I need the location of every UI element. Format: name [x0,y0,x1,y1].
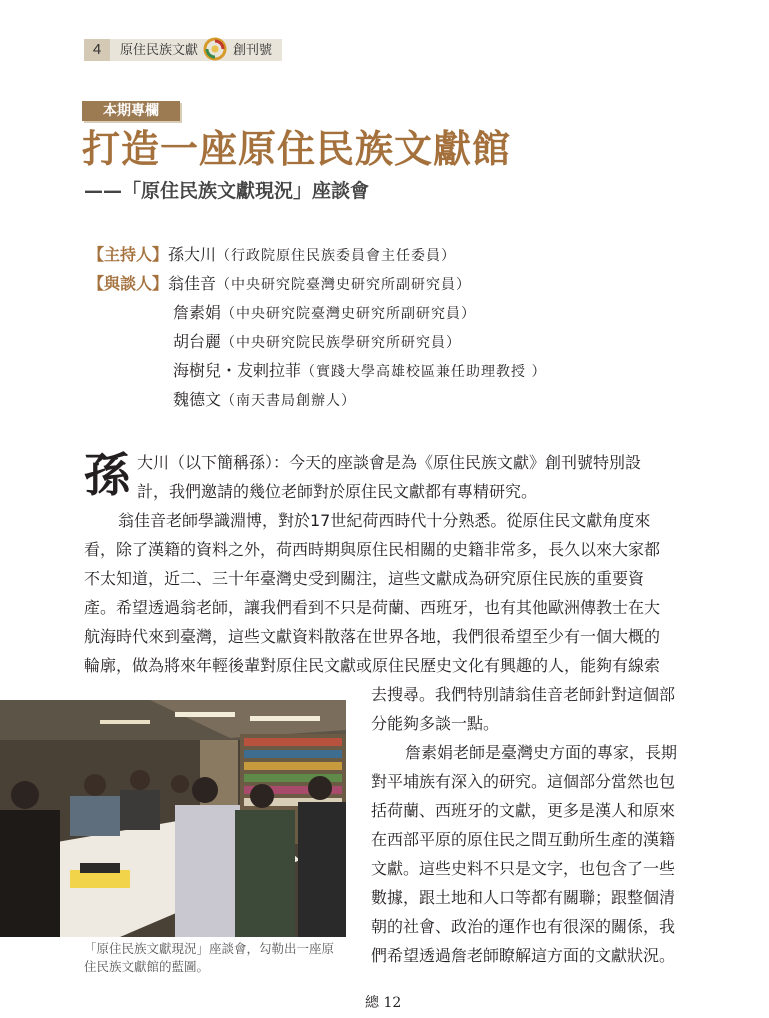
journal-logo-icon [203,37,227,61]
body-line: 朝的社會、政治的運作也有很深的關係，我 [371,917,676,936]
participant-row [173,331,461,354]
participant-row [88,273,471,296]
body-line: 詹素娟老師是臺灣史方面的專家，長期 [405,743,678,762]
participant-role: 【與談人】 [88,274,169,293]
body-line: 產。希望透過翁老師，讓我們看到不只是荷蘭、西班牙，也有其他歐洲傳教士在大 [84,598,661,617]
participant-name: 胡台麗 [173,332,222,351]
folio: 總 12 [365,995,402,1011]
body-line: 大川（以下簡稱孫）：今天的座談會是為《原住民族文獻》創刊號特別設 [137,453,642,472]
participant-name: 魏德文 [173,390,222,409]
participant-name: 孫大川 [168,245,217,264]
body-line: 們希望透過詹老師瞭解這方面的文獻狀況。 [371,946,676,965]
participant-row [173,302,476,325]
participant-row [88,244,456,267]
body-line: 對平埔族有深入的研究。這個部分當然也包 [371,772,676,791]
participant-name: 詹素娟 [173,303,222,322]
body-line: 不太知道，近二、三十年臺灣史受到關注，這些文獻成為研究原住民族的重要資 [84,569,645,588]
body-line: 括荷蘭、西班牙的文獻，更多是漢人和原來 [371,801,676,820]
page-number: 4 [84,39,110,61]
participant-affiliation: （行政院原住民族委員會主任委員） [216,248,457,264]
participant-row [173,389,356,412]
body-line: 數據，跟土地和人口等都有關聯；跟整個清 [371,888,676,907]
section-badge: 本期專欄 [82,101,180,121]
meeting-photo [0,700,346,937]
participant-row [173,360,546,383]
body-line: 看，除了漢籍的資料之外，荷西時期與原住民相關的史籍非常多，長久以來大家都 [84,540,661,559]
participant-affiliation: （中央研究院民族學研究所研究員） [221,335,462,351]
participant-name: 海樹兒・犮剌拉菲 [173,361,302,380]
article-title: 打造一座原住民族文獻館 [82,127,512,171]
drop-cap: 孫 [84,448,130,502]
body-line: 在西部平原的原住民之間互動所生產的漢籍 [371,830,676,849]
body-line: 文獻。這些史料不只是文字，也包含了一些 [371,859,676,878]
issue-label: 創刊號 [233,42,273,57]
participant-name: 翁佳音 [168,274,217,293]
body-line: 翁佳音老師學識淵博，對於17世紀荷西時代十分熟悉。從原住民文獻角度來 [118,511,651,530]
participant-affiliation: （中央研究院臺灣史研究所副研究員） [216,277,472,293]
participant-affiliation: （中央研究院臺灣史研究所副研究員） [221,306,477,322]
body-line: 去搜尋。我們特別請翁佳音老師針對這個部 [371,685,676,704]
publication-name: 原住民族文獻 [120,42,199,57]
body-line: 分能夠多談一點。 [371,714,500,733]
body-line: 計，我們邀請的幾位老師對於原住民文獻都有專精研究。 [137,482,538,501]
body-line: 航海時代來到臺灣，這些文獻資料散落在世界各地，我們很希望至少有一個大概的 [84,627,661,646]
participant-affiliation: （實踐大學高雄校區兼任助理教授 ） [301,364,547,380]
participant-role: 【主持人】 [88,245,169,264]
participant-affiliation: （南天書局創辦人） [221,393,357,409]
photo-caption: 「原住民族文獻現況」座談會，勾勒出一座原住民族文獻館的藍圖。 [84,942,335,974]
body-line: 輪廓，做為將來年輕後輩對原住民文獻或原住民歷史文化有興趣的人，能夠有線索 [84,656,661,675]
article-subtitle: ——「原住民族文獻現況」座談會 [84,180,370,202]
